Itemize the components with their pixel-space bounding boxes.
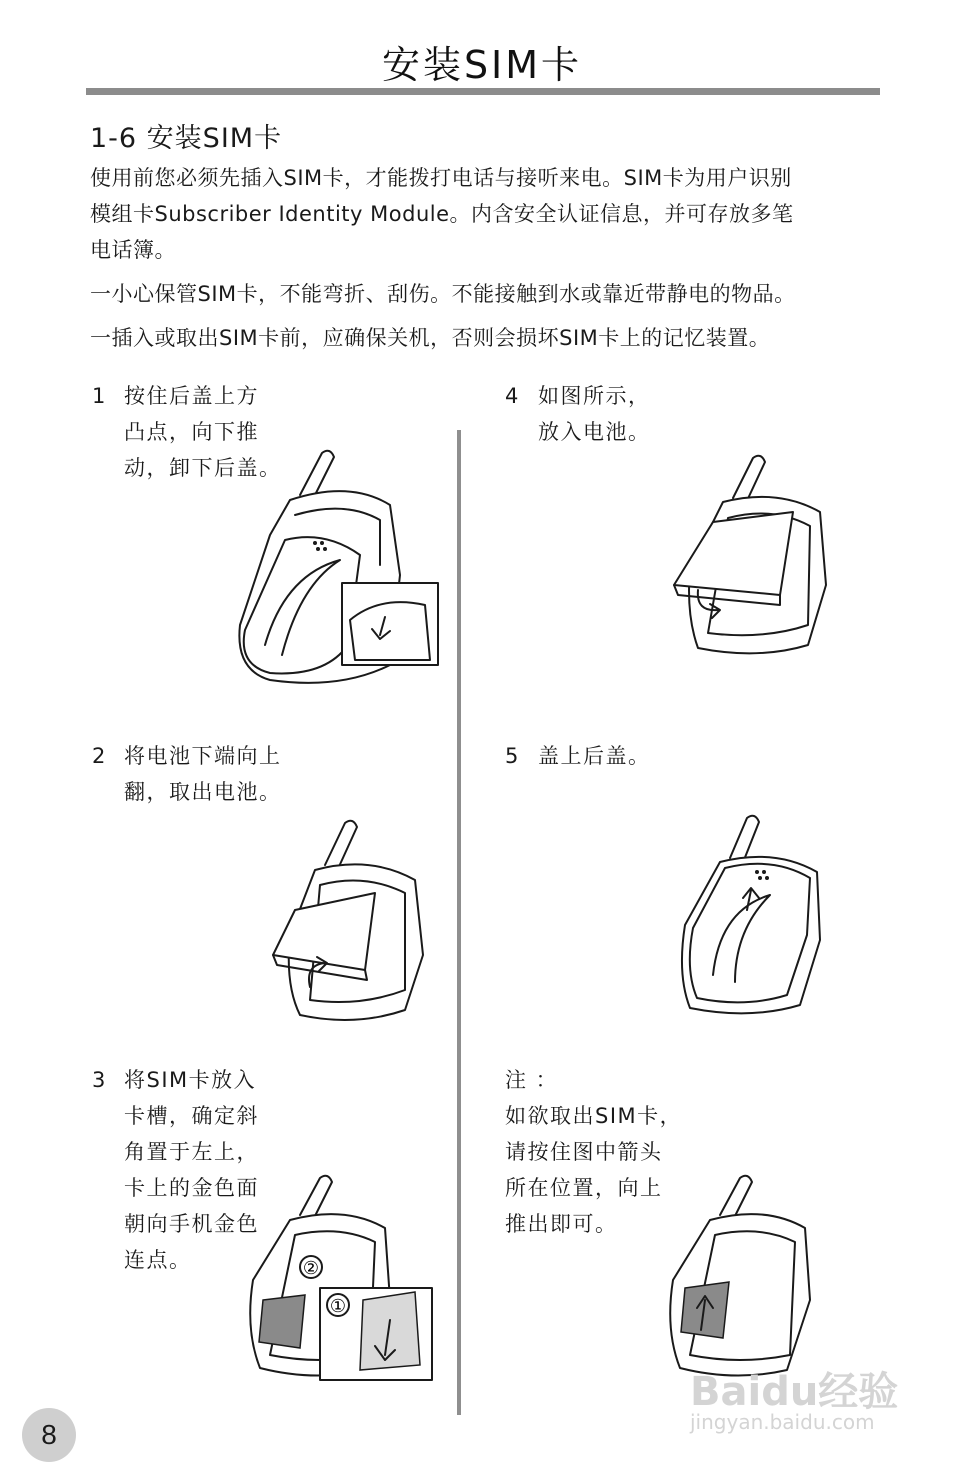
detail-inset-icon [342, 583, 438, 665]
remark-line: 如欲取出SIM卡， [505, 1104, 683, 1128]
battery-icon [273, 893, 375, 970]
remark-line: 所在位置，向上 [505, 1176, 663, 1200]
figure-insert-battery [668, 450, 833, 665]
step-4-text [538, 378, 651, 450]
intro-line: 电话簿。 [90, 238, 176, 262]
step-line: 将电池下端向上 [124, 744, 282, 768]
caution-note-1: 一小心保管SIM卡，不能弯折、刮伤。不能接触到水或靠近带静电的物品。 [90, 282, 796, 306]
step-line: 盖上后盖。 [538, 744, 651, 768]
step-line: 将SIM卡放入 [124, 1068, 257, 1092]
remark-text [505, 1062, 682, 1242]
step-line: 如图所示， [538, 384, 651, 408]
intro-paragraph [90, 160, 880, 268]
step-line: 卡上的金色面 [124, 1176, 259, 1200]
step-line: 角置于左上， [124, 1140, 259, 1164]
remark-label: 注 ： [505, 1068, 559, 1092]
step-line: 放入电池。 [538, 420, 651, 444]
sim-card-detail-icon [360, 1292, 420, 1370]
watermark-logo: Baidu经验 [690, 1369, 899, 1415]
watermark-url: jingyan.baidu.com [690, 1410, 875, 1434]
step-2-number: 2 [92, 744, 106, 768]
figure-remove-battery [265, 815, 430, 1030]
marker-1-label: ① [329, 1296, 347, 1317]
column-divider [457, 430, 461, 1415]
sim-card-icon [259, 1295, 305, 1348]
step-line: 动，卸下后盖。 [124, 456, 282, 480]
step-3-text [124, 1062, 259, 1278]
step-1-number: 1 [92, 384, 106, 408]
figure-insert-sim [245, 1170, 435, 1385]
marker-2-label: ② [302, 1258, 320, 1279]
figure-remove-cover [230, 445, 445, 710]
remark-line: 请按住图中箭头 [505, 1140, 663, 1164]
step-4-number: 4 [505, 384, 519, 408]
step-2-text [124, 738, 282, 810]
figure-close-cover [675, 810, 825, 1020]
caution-note-2: 一插入或取出SIM卡前，应确保关机，否则会损坏SIM卡上的记忆装置。 [90, 326, 771, 350]
page-title: 安装SIM卡 [381, 43, 583, 87]
step-line: 凸点，向下推 [124, 420, 259, 444]
step-5-number: 5 [505, 744, 519, 768]
step-line: 翻，取出电池。 [124, 780, 282, 804]
title-underline [86, 88, 880, 95]
step-5-text [538, 738, 651, 774]
step-3-number: 3 [92, 1068, 106, 1092]
section-heading: 1-6 安装SIM卡 [90, 123, 283, 154]
step-line: 连点。 [124, 1248, 192, 1272]
battery-icon [674, 512, 793, 595]
figure-remove-sim [665, 1170, 815, 1385]
intro-line: 使用前您必须先插入SIM卡，才能拨打电话与接听来电。SIM卡为用户识别 [90, 166, 792, 190]
page-number: 8 [22, 1408, 76, 1462]
step-line: 卡槽，确定斜 [124, 1104, 259, 1128]
remark-line: 推出即可。 [505, 1212, 618, 1236]
sim-card-icon [681, 1282, 729, 1338]
step-line: 按住后盖上方 [124, 384, 259, 408]
step-line: 朝向手机金色 [124, 1212, 259, 1236]
intro-line: 模组卡Subscriber Identity Module。内含安全认证信息，并可存放多笔 [90, 202, 794, 226]
